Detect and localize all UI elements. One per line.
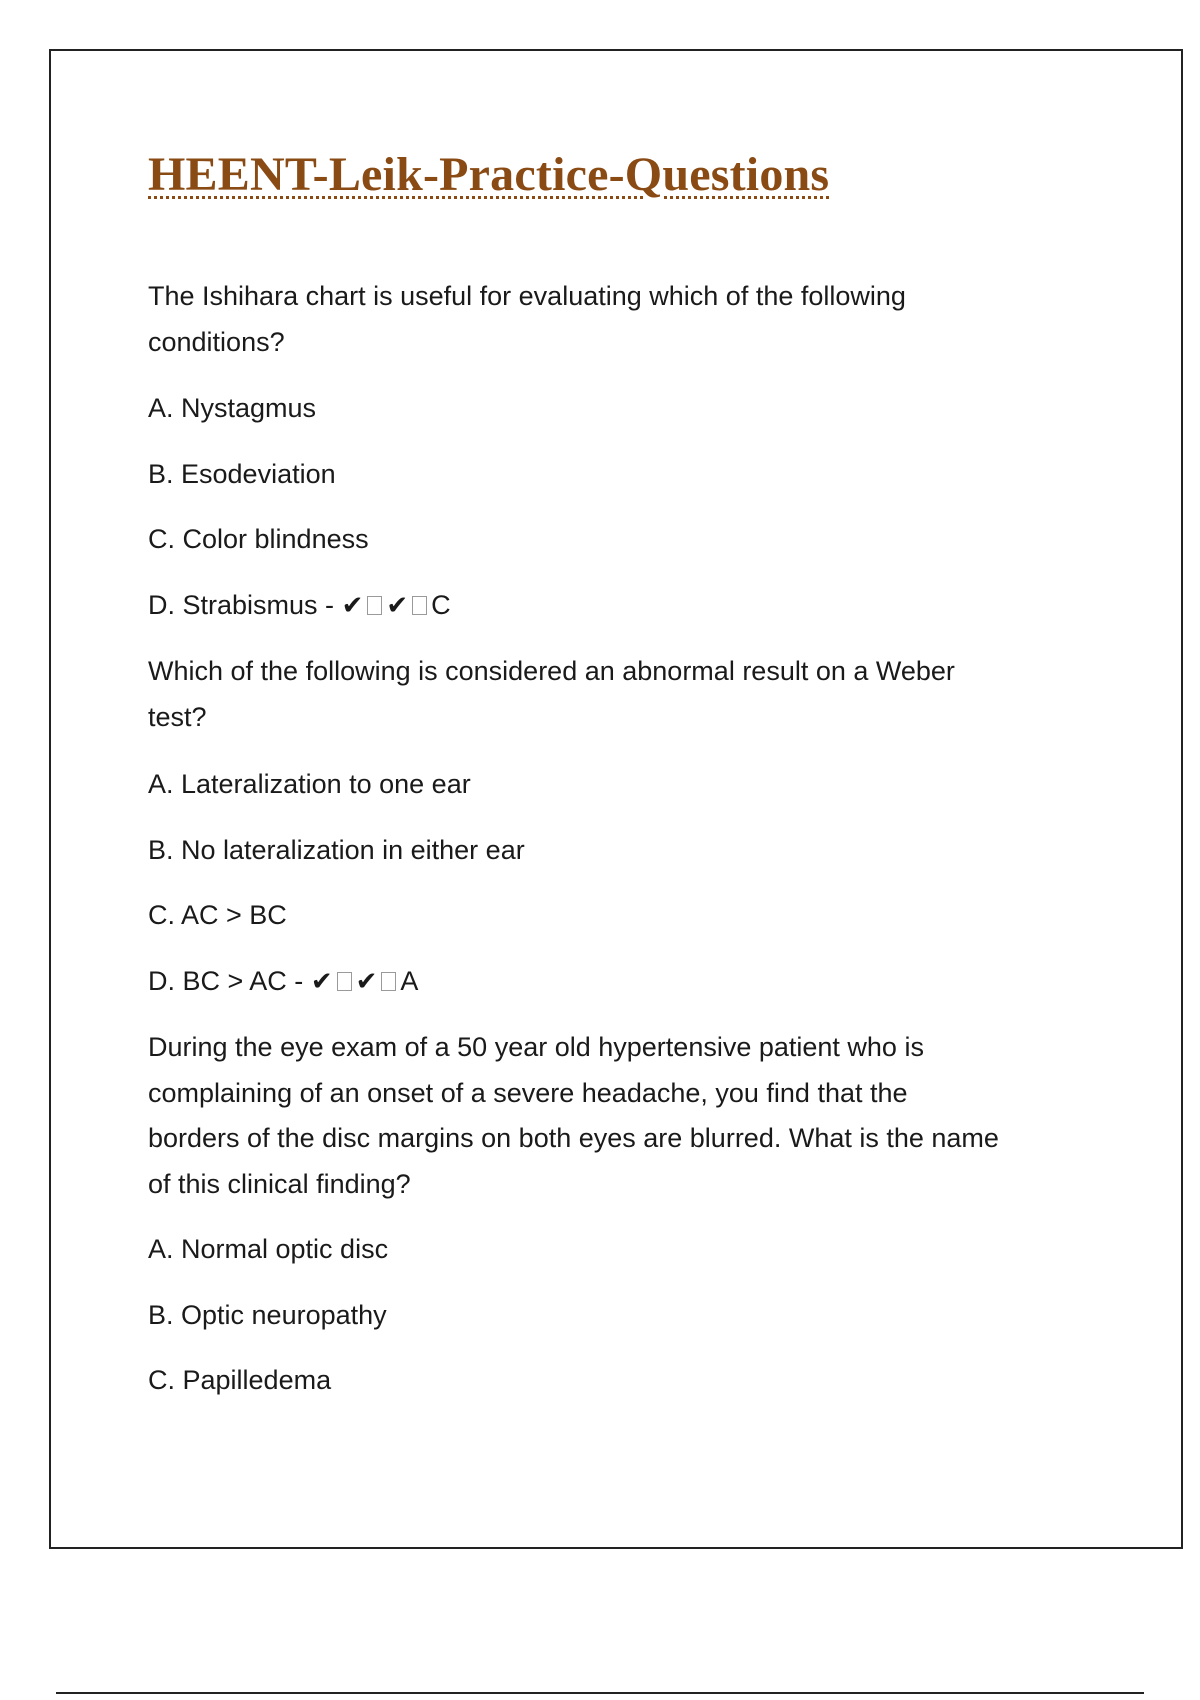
empty-box-glyph xyxy=(337,972,352,991)
question-3-stem-line-1: During the eye exam of a 50 year old hypertensive patient who is xyxy=(148,1032,924,1062)
question-3-option-c: C. Papilledema xyxy=(148,1365,332,1395)
question-1-option-d xyxy=(148,582,451,629)
empty-box-glyph xyxy=(412,596,427,615)
check-mark-icon: ✔ xyxy=(386,591,409,621)
question-3-stem-line-2: complaining of an onset of a severe headache, you find that the xyxy=(148,1078,908,1108)
question-2-answer: A xyxy=(400,966,419,996)
document-page xyxy=(49,49,1183,1549)
empty-box-glyph xyxy=(381,972,396,991)
document-title: HEENT-Leik-Practice-Questions xyxy=(148,148,830,201)
question-1-option-d-text: D. Strabismus - xyxy=(148,590,335,620)
check-mark-icon: ✔ xyxy=(310,967,333,997)
question-1-option-c: C. Color blindness xyxy=(148,524,369,554)
footer-divider xyxy=(56,1692,1144,1694)
question-3-option-b: B. Optic neuropathy xyxy=(148,1300,387,1330)
check-mark-icon: ✔ xyxy=(341,591,364,621)
question-1-option-a: A. Nystagmus xyxy=(148,393,317,423)
question-1-answer: C xyxy=(431,590,451,620)
question-2-option-d xyxy=(148,958,418,1005)
question-2-option-c: C. AC > BC xyxy=(148,900,287,930)
question-1-stem-line-2: conditions? xyxy=(148,327,285,357)
question-2-option-a: A. Lateralization to one ear xyxy=(148,769,471,799)
question-2-option-d-text: D. BC > AC - xyxy=(148,966,304,996)
question-2-option-b: B. No lateralization in either ear xyxy=(148,835,525,865)
question-3-stem-line-4: of this clinical finding? xyxy=(148,1169,411,1199)
question-2-stem-line-2: test? xyxy=(148,702,207,732)
question-1-option-b: B. Esodeviation xyxy=(148,459,336,489)
question-1-stem-line-1: The Ishihara chart is useful for evaluating which of the following xyxy=(148,281,906,311)
empty-box-glyph xyxy=(367,596,382,615)
check-mark-icon: ✔ xyxy=(355,967,378,997)
question-3-option-a: A. Normal optic disc xyxy=(148,1234,389,1264)
question-2-stem-line-1: Which of the following is considered an abnormal result on a Weber xyxy=(148,656,955,686)
question-3-stem-line-3: borders of the disc margins on both eyes are blurred. What is the name xyxy=(148,1123,999,1153)
